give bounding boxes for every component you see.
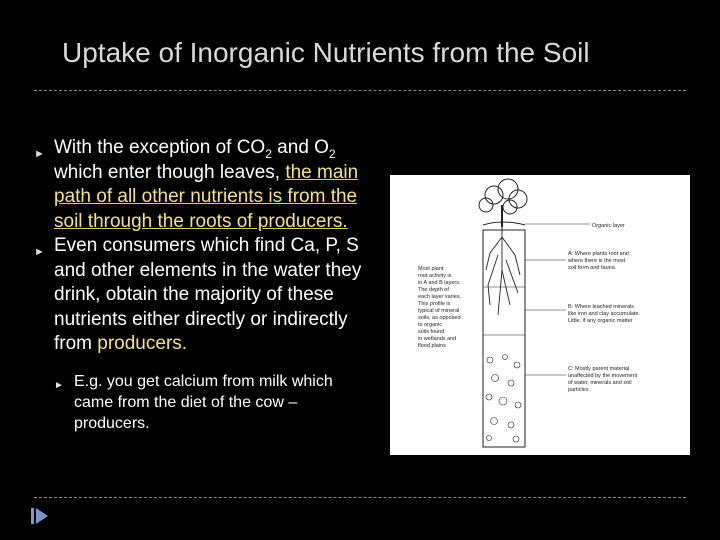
- bullet-item: ► Even consumers which find Ca, P, S and other elements in the water they drink, obtain the majority of these nutrients either directly or indirectly from producers.: [34, 235, 362, 354]
- slide-title: Uptake of Inorganic Nutrients from the Soil: [62, 37, 590, 68]
- footer-divider: [34, 497, 686, 498]
- soil-profile-figure: [390, 175, 690, 455]
- sub-bullet-item: ► E.g. you get calcium from milk which came from the diet of the cow – producers.: [54, 372, 333, 432]
- bullet-arrow-icon: ►: [34, 246, 45, 258]
- bullet-item: ► With the exception of $CO_2$ and $O_2$ which enter though leaves, the main path of all other nutrients is from the soil through the roots of producers.: [34, 137, 359, 232]
- tree-canopy: [479, 179, 527, 214]
- organic-layer-label: Organic layer: [592, 223, 625, 229]
- title-divider: [34, 90, 686, 91]
- highlighted-text: the main path of all other nutrients is from the soil through the roots of producers.: [54, 161, 359, 232]
- c-horizon-label: C: Mostly parent material unaffected by the movement of water, minerals and soil particles: [568, 366, 638, 393]
- nav-arrow-icon[interactable]: [30, 505, 50, 532]
- a-horizon-label: A: Where plants root and where there is the most soil form and fauna: [568, 251, 629, 271]
- root-activity-note: Most plant root activity is in A and B layers. The depth of each layer varies. This profile is typical of mineral soils, as opposed to organic soils found in wetlands and flood plains: [418, 266, 462, 349]
- parent-material-rocks: [486, 355, 521, 443]
- b-horizon-label: B: Where leached minerals like iron and clay accumulate. Little, if any organic matter: [568, 304, 641, 324]
- organic-layer-line: [483, 222, 525, 225]
- soil-column: [483, 230, 525, 447]
- root-system: [486, 227, 520, 315]
- highlighted-text: producers.: [97, 333, 188, 354]
- bullet-arrow-icon: ►: [34, 148, 45, 160]
- bullet-list: [34, 136, 379, 434]
- soil-profile-diagram: [390, 175, 690, 455]
- bullet-arrow-icon: ►: [54, 379, 64, 391]
